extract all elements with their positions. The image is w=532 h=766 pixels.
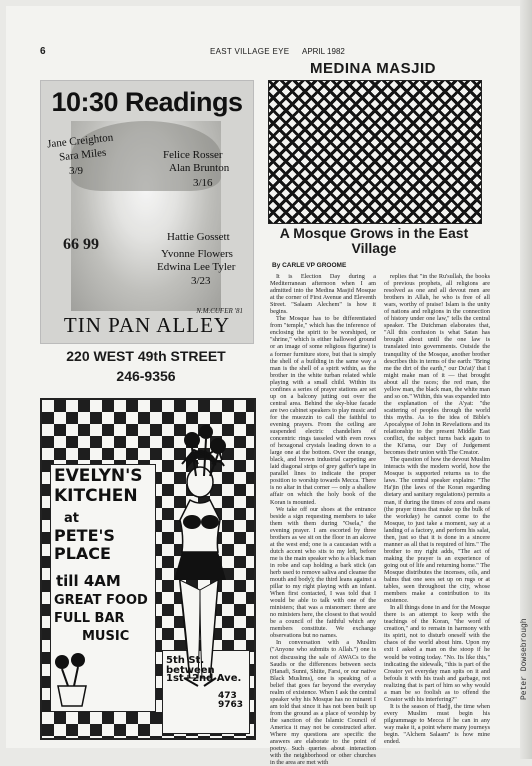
flower-icon	[176, 420, 232, 480]
article-paragraph: It is the season of Hadjj, the time when every Muslim must begin his pilgrammage to Mecca if he can in any way make it, a point where many journeys begin. "Alchem Salaam" is how mine ended.	[384, 702, 490, 746]
ad-line-petes: PETE'S	[54, 526, 115, 545]
article-paragraph: The Mosque has to be differentiated from "temple," which has the inference of enclosing the spirit to be worshiped, or "shrine," which is either hallowed ground or an image of some religious figurine) is a former furniture store, but that is simply the shell of a building in the same way a man is the shell of a spirit within, as the brother in the white turban related while playing with a small child. Within its confines a series of prayer stations are set up on a balcony jutting out over the central area. Behind the sky-blue facade are two cabinet speakers to play music and for the muezzin to call the faithful to evening prayers. From the ceiling are suspended electric chandeliers of concentric rings tasseled with even rows of hexagonal crystals leading down to a large one at the bottom. Over the orange, black, and brown industrial carpeting are laid diagonal strips of grey gaffer's tape in parallel lines to indicate the proper position to worship towards Mecca. There is no altar in that corner — only a shallow affair on which the holy book of the Koran is mounted.	[270, 315, 377, 506]
street-address: 220 WEST 49th STREET	[66, 348, 226, 364]
reader-date-1: 3/9	[69, 165, 84, 177]
artist-signature: N.M.CUFER '81	[196, 307, 243, 315]
article-headline: A Mosque Grows in the East Village	[279, 225, 469, 256]
article-column-1	[270, 273, 376, 766]
poster-title: 10:30 Readings	[51, 87, 243, 117]
ad-line-hours: till 4AM	[56, 572, 121, 590]
venue-address	[40, 346, 252, 386]
reader-date-2: 3/16	[193, 177, 213, 189]
ad-line-music: MUSIC	[82, 629, 130, 644]
ad-line-place: PLACE	[54, 544, 111, 563]
section-title: MEDINA MASJID	[310, 60, 436, 77]
article-paragraph: It is Election Day during a Mediterranean afternoon when I am admitted into the Medina Masjid Mosque at the corner of First Avenue and Eleventh Street. "Salaam Alechem" is how it begins.	[270, 273, 376, 316]
geometric-pattern-image	[268, 80, 482, 224]
side-credit: Peter Dowsebrough	[520, 618, 529, 700]
quote-mark: 66 99	[63, 236, 99, 253]
article-paragraph: In all things done in and for the Mosque there is an attempt to keep with the teachings of the Koran, "the word of creation," and to remain in harmony with its spirit, not to disturb oneself with the chaos of the world about him. Upon my exit I asked a man on the stoop if he would be voting today. "No. Its like this," indicating the sidewalk, "this is part of the Creator yet everyday man spits on it and befouls it with his trash and garbage, not realizing that is part of him so why would a man be so foolish as to offend the Creator with his interfering?"	[384, 604, 490, 703]
article-paragraph: We take off our shoes at the entrance beside a sign requesting members to take them with them during "Osela," the evening prayer. I am escorted by three brothers as we sit on the floor in an alcove at the west end; one is a caucasian with a dutch accent who sits to my left, before me is the main speaker who is a black man in robe and cap holding a bark stick (an herb used to remove saliva and cleanse the mouth and body); the third leans against a pillar to my right playing with an infant. When first contacted, I was told that I would be able to talk with one of the ministers; that was a misnomer: there are no ministers here, the closest to that would be a council of the faithful which any members constitute. We exchange observations but no names.	[270, 505, 377, 640]
reader-hattie: Hattie Gossett	[167, 231, 230, 243]
article-paragraph: In conversation with a Muslim ("Anyone who submits to Allah.") one is not discussing the sale of AWACs to the Saudis or the differences between sects (Hanafi, Sunni, Shiite, Farsi, or our native Black Muslims), one is speaking of a belief that goes far beyond the everyday realm of existence. When I ask the central speaker why his Mosque has no minaret I am told that since it has not been built up from the ground as a place of worship by the sanction of the Islamic Council of America it may not be constructed after. Where my questions are specific the answers are elaborate to the point of poetry. Such queries about interaction with the neighborhood or other churches in the area are met with	[270, 639, 376, 766]
ad-address-avenues: 1st+2nd Ave.	[166, 673, 242, 684]
readings-poster	[40, 80, 254, 344]
article-column-2	[384, 273, 490, 745]
ad-line-food: GREAT FOOD	[54, 593, 148, 608]
reader-yvonne: Yvonne Flowers	[161, 248, 233, 260]
reader-alan: Alan Brunton	[169, 162, 230, 174]
ad-line-evelyns: EVELYN'S	[54, 466, 143, 486]
reader-date-3: 3/23	[191, 275, 211, 287]
ad-phone: 473 9763	[218, 691, 244, 711]
page-header	[40, 46, 490, 58]
ad-line-at: at	[64, 511, 79, 526]
reader-jane: Jane Creighton	[46, 131, 114, 151]
issue-date: APRIL 1982	[302, 47, 345, 56]
ad-line-bar: FULL BAR	[54, 611, 125, 626]
reader-edwina: Edwina Lee Tyler	[157, 261, 236, 273]
masthead: EAST VILLAGE EYE	[210, 47, 290, 56]
article-byline: By CARLE VP GROOME	[272, 262, 347, 269]
venue-name: TIN PAN ALLEY	[63, 313, 231, 337]
page-number: 6	[40, 46, 46, 57]
ad-line-kitchen: KITCHEN	[54, 486, 138, 506]
ad-address-street: 5th St. between	[166, 655, 215, 677]
flowerpot-icon	[52, 652, 92, 708]
reader-sara: Sara Miles	[58, 146, 107, 164]
article-paragraph: replies that "in the Ru'sullah, the books of previous prophets, all religions are resolved as one and all devout men are brothers in Allah, he who is free of all wars, worthy of praise! Islam is the unity of nations and religions in the connection of history under one law," tells the central speaker. The Dutchman elaborates that, "All this confusion is what Satan has brought about until the one law is translated into governments. Outside the tranquility of the Mosque, another brother describes this in terms of the earth: "Bring me the dirt of the earth," our Du'at)' that I might make man of it — that brought about all the races; the red man, the yellow man, the black man, the white man and so on." Within, this was expanded into the explanation of the A'yat: "the scattering of peoples through the world this myths. As to the idea of Bible's Apocalypse of John in Revelations and its relationship to the present Middle East conflict, the subject turns back again to the Ki'ama, our Day of Judgement becomes their union with The Creator.	[384, 273, 490, 457]
venue-phone: 246-9356	[116, 368, 176, 384]
reader-felice: Felice Rosser	[163, 149, 223, 161]
evelyns-kitchen-ad	[40, 398, 256, 740]
article-paragraph: The question of how the devout Muslim interacts with the modern world, how the Mosque is supported returns us to the laws. The central speaker explains: "The Ha'jin (the laws of the Koran regarding dietary and sanitary regulations) permits a man, if during the times of zora and osara (the prayer times that make up the bulk of the workday) he cannot come to the Mosque, to just take a moment, say at a landing of a factory, and perform his salat, then, just so that it is done in a sincere manner as all that is required of him." The brother to my right adds, "The act of making the prayer is an experience of going out of life and returning home." The Mosque distributes the incenses, oils, and balms that one sees set up on rugs or at tables, seen throughout the city, whose members make a contribution to its existence.	[384, 456, 490, 605]
